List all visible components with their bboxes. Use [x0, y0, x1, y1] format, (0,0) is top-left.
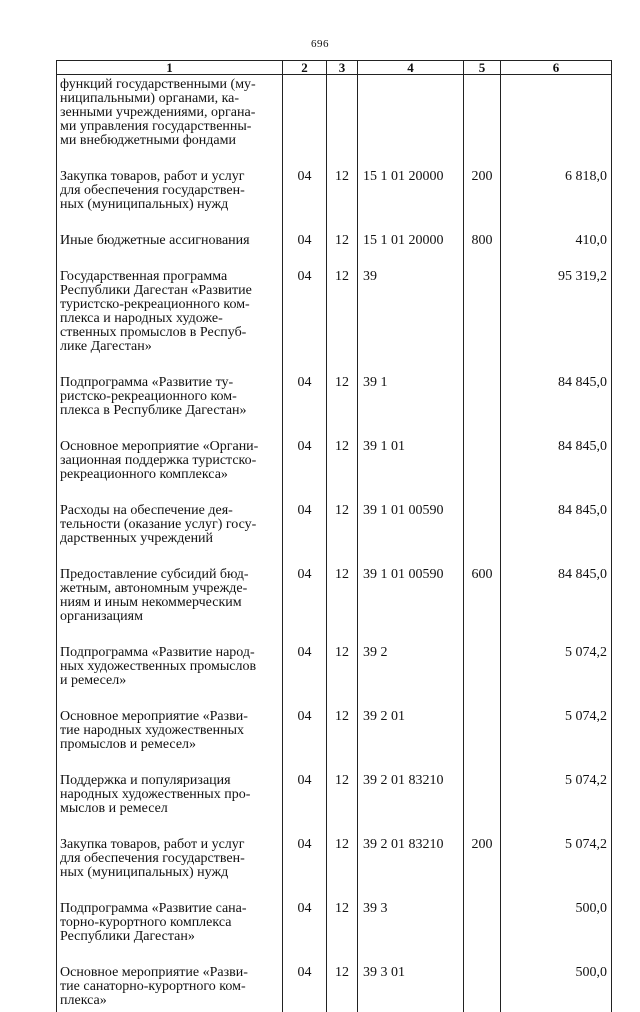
- column-header-4: 4: [358, 61, 464, 75]
- spacer-cell: [283, 418, 327, 440]
- table-row: [57, 838, 612, 880]
- target-article-code: [358, 75, 464, 149]
- subsection-code: 12: [327, 838, 358, 880]
- spacer-cell: [464, 944, 501, 966]
- row-spacer: [57, 944, 612, 966]
- table-row: [57, 568, 612, 624]
- spacer-cell: [57, 546, 283, 568]
- amount: 84 845,0: [501, 440, 612, 482]
- row-spacer: [57, 212, 612, 234]
- table-header-row: [57, 61, 612, 75]
- item-name: [57, 75, 283, 149]
- subsection-code: 12: [327, 234, 358, 248]
- spacer-cell: [464, 880, 501, 902]
- item-name-line: ных (муниципальных) нужд: [60, 865, 228, 880]
- subsection-code: 12: [327, 440, 358, 482]
- spacer-cell: [327, 688, 358, 710]
- spacer-cell: [283, 546, 327, 568]
- spacer-cell: [501, 624, 612, 646]
- section-code: 04: [283, 568, 327, 624]
- section-code: 04: [283, 838, 327, 880]
- item-name-line: Основное мероприятие «Органи-: [60, 439, 258, 454]
- expense-type-code: [464, 376, 501, 418]
- table-row: [57, 902, 612, 944]
- subsection-code: 12: [327, 966, 358, 1012]
- item-name-line: Расходы на обеспечение дея-: [60, 503, 233, 518]
- spacer-cell: [501, 944, 612, 966]
- item-name-line: тие санаторно-курортного ком-: [60, 979, 246, 994]
- amount: 5 074,2: [501, 710, 612, 752]
- target-article-code: 39 3: [358, 902, 464, 944]
- spacer-cell: [57, 212, 283, 234]
- subsection-code: 12: [327, 646, 358, 688]
- amount: 84 845,0: [501, 568, 612, 624]
- item-name-line: дарственных учреждений: [60, 531, 213, 546]
- column-header-2: 2: [283, 61, 327, 75]
- section-code: 04: [283, 170, 327, 212]
- spacer-cell: [57, 688, 283, 710]
- spacer-cell: [358, 212, 464, 234]
- row-spacer: [57, 880, 612, 902]
- expense-type-code: [464, 646, 501, 688]
- spacer-cell: [464, 482, 501, 504]
- spacer-cell: [327, 248, 358, 270]
- spacer-cell: [501, 212, 612, 234]
- spacer-cell: [464, 212, 501, 234]
- target-article-code: 15 1 01 20000: [358, 170, 464, 212]
- spacer-cell: [358, 354, 464, 376]
- item-name-line: ных художественных промыслов: [60, 659, 256, 674]
- spacer-cell: [327, 148, 358, 170]
- subsection-code: 12: [327, 774, 358, 816]
- item-name-line: Государственная программа: [60, 269, 227, 284]
- section-code: 04: [283, 504, 327, 546]
- item-name-line: туристско-рекреационного ком-: [60, 297, 250, 312]
- item-name: [57, 902, 283, 944]
- spacer-cell: [464, 546, 501, 568]
- spacer-cell: [283, 482, 327, 504]
- item-name-line: организациям: [60, 609, 143, 624]
- row-spacer: [57, 418, 612, 440]
- spacer-cell: [283, 248, 327, 270]
- target-article-code: 15 1 01 20000: [358, 234, 464, 248]
- spacer-cell: [57, 816, 283, 838]
- table-row: [57, 75, 612, 149]
- item-name-line: мыслов и ремесел: [60, 801, 168, 816]
- target-article-code: 39 2 01: [358, 710, 464, 752]
- item-name-line: Республики Дагестан «Развитие: [60, 283, 252, 298]
- column-header-1: 1: [57, 61, 283, 75]
- spacer-cell: [327, 418, 358, 440]
- expense-type-code: 800: [464, 234, 501, 248]
- spacer-cell: [464, 354, 501, 376]
- subsection-code: 12: [327, 902, 358, 944]
- spacer-cell: [358, 816, 464, 838]
- spacer-cell: [57, 148, 283, 170]
- spacer-cell: [464, 418, 501, 440]
- row-spacer: [57, 546, 612, 568]
- spacer-cell: [358, 482, 464, 504]
- spacer-cell: [57, 354, 283, 376]
- spacer-cell: [464, 752, 501, 774]
- item-name-line: ных (муниципальных) нужд: [60, 197, 228, 212]
- table-row: [57, 270, 612, 354]
- expense-type-code: [464, 966, 501, 1012]
- item-name-line: рекреационного комплекса»: [60, 467, 228, 482]
- spacer-cell: [283, 688, 327, 710]
- item-name-line: Основное мероприятие «Разви-: [60, 965, 248, 980]
- target-article-code: 39 1: [358, 376, 464, 418]
- table-row: [57, 774, 612, 816]
- item-name-line: Подпрограмма «Развитие народ-: [60, 645, 255, 660]
- spacer-cell: [283, 624, 327, 646]
- item-name-line: ниципальными) органами, ка-: [60, 91, 239, 106]
- item-name-line: промыслов и ремесел»: [60, 737, 196, 752]
- subsection-code: 12: [327, 710, 358, 752]
- spacer-cell: [283, 354, 327, 376]
- amount: 500,0: [501, 966, 612, 1012]
- item-name-line: Поддержка и популяризация: [60, 773, 231, 788]
- subsection-code: [327, 75, 358, 149]
- expense-type-code: 200: [464, 170, 501, 212]
- expense-type-code: [464, 710, 501, 752]
- spacer-cell: [327, 816, 358, 838]
- spacer-cell: [283, 752, 327, 774]
- target-article-code: 39 2: [358, 646, 464, 688]
- item-name-line: народных художественных про-: [60, 787, 250, 802]
- spacer-cell: [57, 624, 283, 646]
- subsection-code: 12: [327, 568, 358, 624]
- spacer-cell: [358, 248, 464, 270]
- spacer-cell: [358, 624, 464, 646]
- spacer-cell: [464, 688, 501, 710]
- spacer-cell: [327, 624, 358, 646]
- amount: 5 074,2: [501, 838, 612, 880]
- budget-table: [56, 60, 612, 1012]
- expense-type-code: [464, 440, 501, 482]
- item-name-line: плекса в Республике Дагестан»: [60, 403, 247, 418]
- item-name: [57, 646, 283, 688]
- table-row: [57, 234, 612, 248]
- amount: 84 845,0: [501, 504, 612, 546]
- table-row: [57, 376, 612, 418]
- target-article-code: 39: [358, 270, 464, 354]
- expense-type-code: [464, 902, 501, 944]
- item-name-line: для обеспечения государствен-: [60, 851, 245, 866]
- item-name-line: ственных промыслов в Респуб-: [60, 325, 246, 340]
- row-spacer: [57, 148, 612, 170]
- item-name-line: Основное мероприятие «Разви-: [60, 709, 248, 724]
- spacer-cell: [327, 354, 358, 376]
- target-article-code: 39 2 01 83210: [358, 838, 464, 880]
- item-name: [57, 838, 283, 880]
- spacer-cell: [57, 418, 283, 440]
- section-code: 04: [283, 774, 327, 816]
- row-spacer: [57, 248, 612, 270]
- spacer-cell: [57, 482, 283, 504]
- expense-type-code: [464, 270, 501, 354]
- section-code: 04: [283, 270, 327, 354]
- row-spacer: [57, 752, 612, 774]
- spacer-cell: [501, 880, 612, 902]
- row-spacer: [57, 482, 612, 504]
- spacer-cell: [464, 624, 501, 646]
- amount: 95 319,2: [501, 270, 612, 354]
- spacer-cell: [501, 148, 612, 170]
- subsection-code: 12: [327, 376, 358, 418]
- item-name-line: лике Дагестан»: [60, 339, 152, 354]
- amount: 500,0: [501, 902, 612, 944]
- item-name: [57, 710, 283, 752]
- spacer-cell: [501, 546, 612, 568]
- section-code: 04: [283, 966, 327, 1012]
- table-row: [57, 504, 612, 546]
- item-name: [57, 376, 283, 418]
- item-name-line: зенными учреждениями, органа-: [60, 105, 255, 120]
- expense-type-code: [464, 504, 501, 546]
- item-name: [57, 234, 283, 248]
- amount: 410,0: [501, 234, 612, 248]
- amount: 6 818,0: [501, 170, 612, 212]
- table-row: [57, 440, 612, 482]
- amount: [501, 75, 612, 149]
- spacer-cell: [327, 944, 358, 966]
- section-code: 04: [283, 440, 327, 482]
- amount: 5 074,2: [501, 646, 612, 688]
- spacer-cell: [501, 248, 612, 270]
- spacer-cell: [501, 354, 612, 376]
- expense-type-code: [464, 75, 501, 149]
- spacer-cell: [327, 752, 358, 774]
- row-spacer: [57, 688, 612, 710]
- spacer-cell: [358, 148, 464, 170]
- spacer-cell: [464, 148, 501, 170]
- table-body: [57, 75, 612, 1012]
- item-name-line: Иные бюджетные ассигнования: [60, 233, 250, 248]
- item-name-line: Закупка товаров, работ и услуг: [60, 169, 245, 184]
- spacer-cell: [501, 482, 612, 504]
- amount: 84 845,0: [501, 376, 612, 418]
- spacer-cell: [57, 944, 283, 966]
- spacer-cell: [283, 944, 327, 966]
- item-name-line: Подпрограмма «Развитие сана-: [60, 901, 247, 916]
- item-name-line: Предоставление субсидий бюд-: [60, 567, 249, 582]
- amount: 5 074,2: [501, 774, 612, 816]
- spacer-cell: [327, 212, 358, 234]
- subsection-code: 12: [327, 504, 358, 546]
- table-row: [57, 646, 612, 688]
- column-header-5: 5: [464, 61, 501, 75]
- item-name-line: зационная поддержка туристско-: [60, 453, 256, 468]
- spacer-cell: [464, 816, 501, 838]
- section-code: 04: [283, 376, 327, 418]
- expense-type-code: 600: [464, 568, 501, 624]
- section-code: 04: [283, 646, 327, 688]
- item-name-line: Закупка товаров, работ и услуг: [60, 837, 245, 852]
- page-number: 696: [0, 38, 640, 50]
- row-spacer: [57, 624, 612, 646]
- spacer-cell: [327, 546, 358, 568]
- table-row: [57, 710, 612, 752]
- item-name-line: тельности (оказание услуг) госу-: [60, 517, 256, 532]
- target-article-code: 39 1 01: [358, 440, 464, 482]
- column-header-3: 3: [327, 61, 358, 75]
- row-spacer: [57, 354, 612, 376]
- item-name-line: для обеспечения государствен-: [60, 183, 245, 198]
- item-name-line: ристско-рекреационного ком-: [60, 389, 237, 404]
- item-name-line: плекса и народных художе-: [60, 311, 223, 326]
- item-name-line: ми управления государственны-: [60, 119, 251, 134]
- section-code: 04: [283, 710, 327, 752]
- item-name: [57, 568, 283, 624]
- item-name: [57, 504, 283, 546]
- spacer-cell: [57, 880, 283, 902]
- item-name-line: торно-курортного комплекса: [60, 915, 231, 930]
- item-name-line: Подпрограмма «Развитие ту-: [60, 375, 233, 390]
- item-name: [57, 966, 283, 1012]
- spacer-cell: [358, 944, 464, 966]
- spacer-cell: [327, 880, 358, 902]
- spacer-cell: [57, 752, 283, 774]
- item-name-line: Республики Дагестан»: [60, 929, 195, 944]
- spacer-cell: [501, 816, 612, 838]
- column-header-6: 6: [501, 61, 612, 75]
- table-row: [57, 170, 612, 212]
- spacer-cell: [464, 248, 501, 270]
- item-name: [57, 774, 283, 816]
- item-name: [57, 270, 283, 354]
- target-article-code: 39 3 01: [358, 966, 464, 1012]
- spacer-cell: [358, 880, 464, 902]
- spacer-cell: [283, 212, 327, 234]
- item-name-line: ниям и иным некоммерческим: [60, 595, 242, 610]
- item-name-line: плекса»: [60, 993, 107, 1008]
- spacer-cell: [501, 688, 612, 710]
- subsection-code: 12: [327, 270, 358, 354]
- item-name-line: жетным, автономным учрежде-: [60, 581, 247, 596]
- target-article-code: 39 2 01 83210: [358, 774, 464, 816]
- spacer-cell: [501, 752, 612, 774]
- spacer-cell: [327, 482, 358, 504]
- expense-type-code: 200: [464, 838, 501, 880]
- section-code: [283, 75, 327, 149]
- subsection-code: 12: [327, 170, 358, 212]
- spacer-cell: [283, 148, 327, 170]
- section-code: 04: [283, 902, 327, 944]
- target-article-code: 39 1 01 00590: [358, 568, 464, 624]
- spacer-cell: [283, 816, 327, 838]
- spacer-cell: [283, 880, 327, 902]
- expense-type-code: [464, 774, 501, 816]
- table-row: [57, 966, 612, 1012]
- spacer-cell: [501, 418, 612, 440]
- spacer-cell: [57, 248, 283, 270]
- row-spacer: [57, 816, 612, 838]
- item-name-line: функций государственными (му-: [60, 77, 256, 92]
- spacer-cell: [358, 546, 464, 568]
- item-name: [57, 440, 283, 482]
- target-article-code: 39 1 01 00590: [358, 504, 464, 546]
- spacer-cell: [358, 418, 464, 440]
- spacer-cell: [358, 688, 464, 710]
- item-name-line: ми внебюджетными фондами: [60, 133, 236, 148]
- item-name-line: и ремесел»: [60, 673, 126, 688]
- item-name: [57, 170, 283, 212]
- item-name-line: тие народных художественных: [60, 723, 244, 738]
- spacer-cell: [358, 752, 464, 774]
- section-code: 04: [283, 234, 327, 248]
